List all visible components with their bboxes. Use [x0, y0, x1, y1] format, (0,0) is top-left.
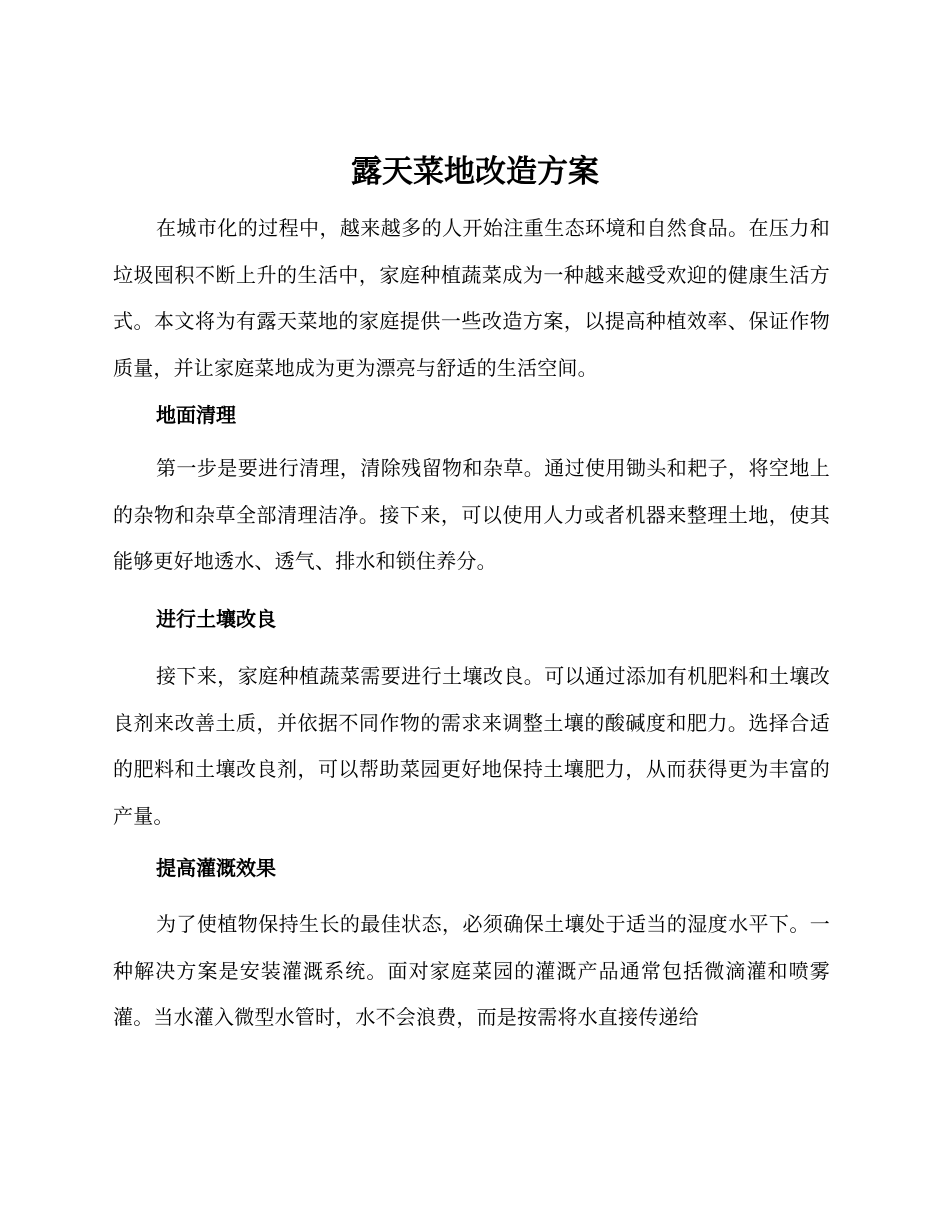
document-title: 露天菜地改造方案 [351, 154, 599, 190]
section-body-soil-improvement: 接下来，家庭种植蔬菜需要进行土壤改良。可以通过添加有机肥料和土壤改良剂来改善土质，并依据不同作物的需求来调整土壤的酸碱度和肥力。选择合适的肥料和土壤改良剂，可以帮助菜园更好地保持土壤肥力，从而获得更为丰富的产量。 [113, 664, 830, 828]
section-body-ground-clearing: 第一步是要进行清理，清除残留物和杂草。通过使用锄头和耙子，将空地上的杂物和杂草全部清理洁净。接下来，可以使用人力或者机器来整理土地，使其能够更好地透水、透气、排水和锁住养分。 [113, 456, 830, 574]
intro-paragraph: 在城市化的过程中，越来越多的人开始注重生态环境和自然食品。在压力和垃圾囤积不断上升的生活中，家庭种植蔬菜成为一种越来越受欢迎的健康生活方式。本文将为有露天菜地的家庭提供一些改造方案，以提高种植效率、保证作物质量，并让家庭菜地成为更为漂亮与舒适的生活空间。 [113, 216, 830, 380]
section-body-irrigation: 为了使植物保持生长的最佳状态，必须确保土壤处于适当的湿度水平下。一种解决方案是安装灌溉系统。面对家庭菜园的灌溉产品通常包括微滴灌和喷雾灌。当水灌入微型水管时，水不会浪费，而是按需将水直接传递给 [113, 912, 830, 1030]
section-heading-irrigation: 提高灌溉效果 [156, 856, 276, 880]
section-heading-soil-improvement: 进行土壤改良 [156, 607, 276, 631]
section-heading-ground-clearing: 地面清理 [156, 403, 236, 427]
